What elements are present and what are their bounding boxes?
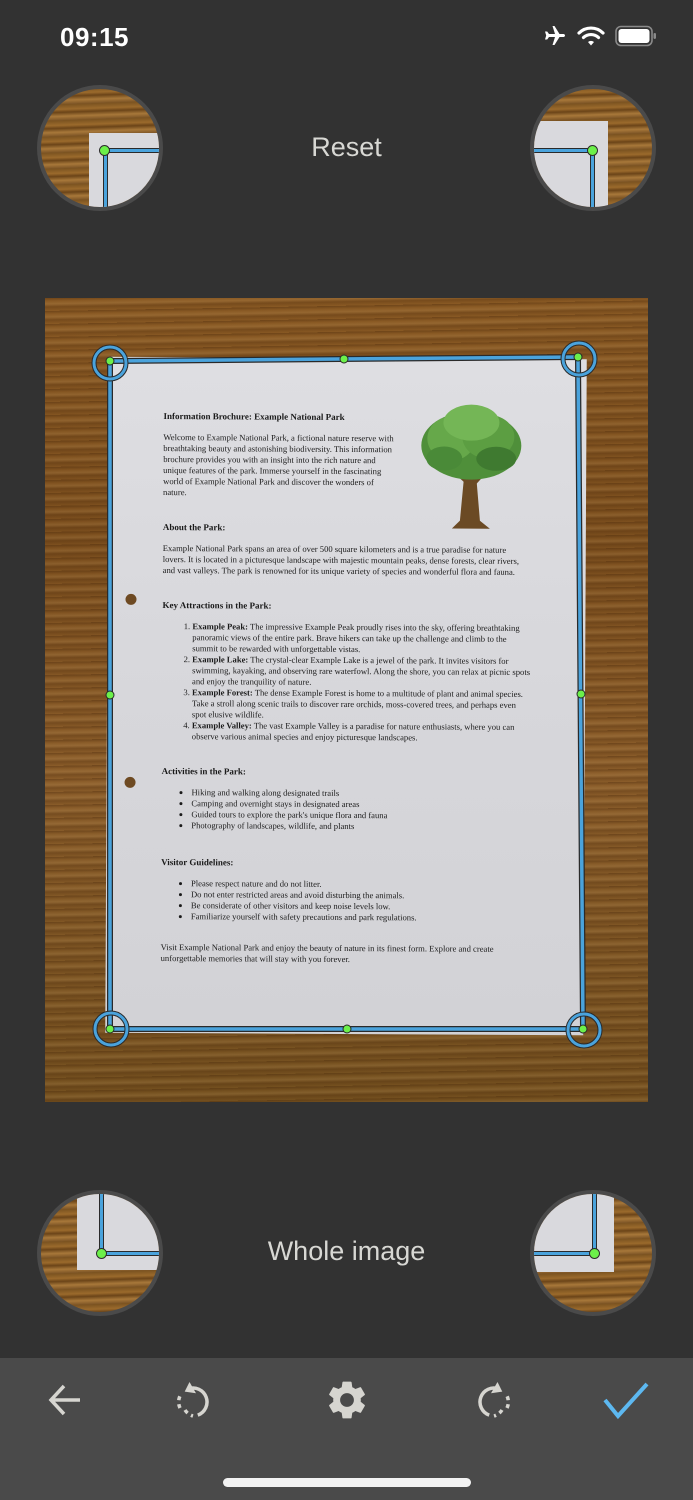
status-time: 09:15 — [60, 22, 129, 52]
punch-hole — [125, 594, 136, 605]
wifi-icon — [577, 25, 605, 47]
magnifier-paper — [530, 121, 608, 211]
document-intro: Welcome to Example National Park, a fictional nature reserve with breathtaking beauty and astonishing biodiversity. This information brochure provides you with an insight into the rich nature and unique features of the park. Immerse yourself in the fascinating world of Example National Park and discover the wonders of nature. — [163, 432, 394, 498]
document-title: Information Brochure: Example National Park — [163, 411, 345, 422]
checkmark-icon — [601, 1378, 651, 1422]
battery-icon — [615, 25, 657, 47]
list-item: • Be considerate of other visitors and keep noise levels low. — [191, 900, 531, 913]
list-item: • Please respect nature and do not litter. — [191, 878, 531, 891]
rotate-left-button[interactable] — [163, 1378, 223, 1422]
edge-handle-top[interactable] — [340, 355, 348, 363]
whole-image-button[interactable]: Whole image — [267, 1236, 426, 1266]
edge-handle-bottom[interactable] — [343, 1025, 351, 1033]
corner-handle-top-right[interactable] — [563, 343, 595, 375]
crop-edge-line — [530, 1251, 596, 1256]
list-item: 2. Example Lake: The crystal-clear Example Lake is a jewel of the park. It invites visitors for swimming, kayaking, and observing rare waterfowl. Along the shore, you can relax at picnic spots and enjoy the tranquility of nature. — [192, 654, 532, 689]
corner-handle-bottom-left[interactable] — [95, 1013, 127, 1045]
photo-preview — [45, 298, 648, 1102]
about-text: Example National Park spans an area of over 500 square kilometers and is a true paradise for nature lovers. It is located in a picturesque landscape with majestic mountain peaks, dense forests, clear rivers, and vast valleys. The park is renowned for its unique variety of species and wonderful flora and fauna. — [162, 543, 520, 577]
list-item: • Do not enter restricted areas and avoid disturbing the animals. — [191, 889, 531, 902]
crop-edge-line — [592, 1190, 597, 1256]
arrow-left-icon — [44, 1380, 84, 1420]
activities-heading: Activities in the Park: — [161, 766, 246, 777]
guidelines-list — [161, 878, 531, 924]
corner-handle-dot — [589, 1248, 600, 1259]
list-item: 1. Example Peak: The impressive Example Peak proudly rises into the sky, offering breathtaking panoramic views of the entire park. Brave hikers can take up the challenge and climb to the summit to be rewarded with unforgettable vistas. — [192, 621, 532, 656]
corner-handle-top-left[interactable] — [94, 347, 126, 379]
magnifier-bottom-right — [530, 1190, 656, 1316]
guidelines-heading: Visitor Guidelines: — [161, 857, 234, 868]
gear-icon — [324, 1377, 370, 1423]
crop-edge-line — [590, 148, 595, 211]
edge-handle-left[interactable] — [106, 691, 114, 699]
crop-edge-line — [530, 148, 594, 153]
magnifier-top-right — [530, 85, 656, 211]
list-item: • Guided tours to explore the park's unique flora and fauna — [191, 809, 531, 822]
about-heading: About the Park: — [162, 522, 226, 533]
settings-button[interactable] — [317, 1378, 377, 1422]
list-item: 3. Example Forest: The dense Example Forest is home to a multitude of plant and animal species. Take a stroll along scenic trails to discover rare orchids, moss-covered trees, and perhaps even spot elusive wildlife. — [192, 687, 532, 722]
activities-list — [161, 787, 531, 833]
airplane-mode-icon — [541, 24, 567, 48]
document-outro: Visit Example National Park and enjoy the beauty of nature in its finest form. Explore and create unforgettable memories that will stay with you forever. — [160, 942, 494, 965]
corner-handle-bottom-right[interactable] — [568, 1014, 600, 1046]
list-item: • Familiarize yourself with safety precautions and park regulations. — [191, 911, 531, 924]
list-item: • Photography of landscapes, wildlife, and plants — [191, 820, 531, 833]
edge-handle-right[interactable] — [577, 690, 585, 698]
list-item: • Hiking and walking along designated trails — [191, 787, 531, 800]
back-button[interactable] — [34, 1378, 94, 1422]
rotate-cw-icon — [472, 1378, 516, 1422]
reset-button[interactable]: Reset — [311, 132, 382, 162]
magnifier-paper — [530, 1190, 614, 1272]
list-item: • Camping and overnight stays in designated areas — [191, 798, 531, 811]
rotate-right-button[interactable] — [464, 1378, 524, 1422]
corner-handle-dot — [587, 145, 598, 156]
document-text — [161, 411, 534, 966]
confirm-button[interactable] — [596, 1378, 656, 1422]
rotate-ccw-icon — [171, 1378, 215, 1422]
home-indicator[interactable] — [223, 1478, 471, 1487]
scanned-document — [105, 357, 587, 1035]
status-icons — [541, 24, 657, 48]
attractions-heading: Key Attractions in the Park: — [162, 600, 272, 611]
punch-hole — [125, 777, 136, 788]
attractions-list — [162, 621, 533, 744]
list-item: 4. Example Valley: The vast Example Valley is a paradise for nature enthusiasts, where you can observe various animal species and enjoy picturesque landscapes. — [192, 720, 532, 744]
